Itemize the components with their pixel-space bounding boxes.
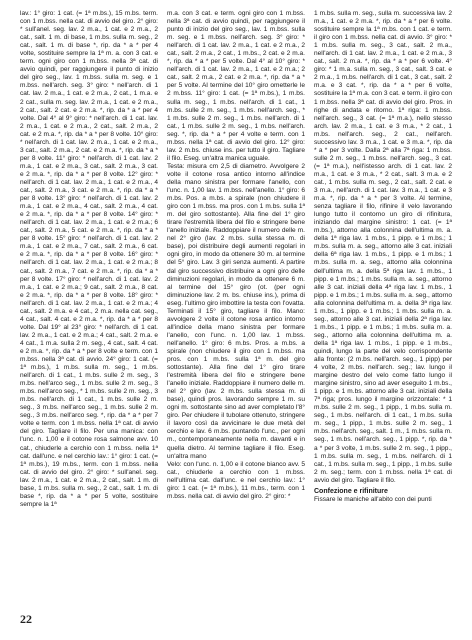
text-column-3 [314,10,452,600]
document-page [20,10,452,600]
column-2-paragraph-2: Testa: misura cm 2,5 di diametro. Avvolgere 2 volte il cotone rosa antico intorno all'indice della mano sinistra per formare l'anello, con l'unc. n. 1,00 lav. 1 m.bss. nell'anello. 1° giro: 6 m.bs. Pos. a m.bs. a spirale (non chiudere il giro con 1 m.bss. ma pros. con 1 m.bs. sulla 1ª m. del giro sottostante). Alla fine del 1° giro tirare l'estremità libera del filo e stringere bene l'anello iniziale. Raddoppiare il numero delle m. nel 2° giro (lav. 2 m.bs. sulla stessa m. di base), poi distribuire degli aumenti regolari in ogni giro, in modo da ottenere 30 m. al termine del 5° giro. Lav. 3 giri senza aumenti. A partire dal giro successivo distribuire a ogni giro delle diminuzioni regolari, in modo da ottenere 6 m. al termine del 15° giro (ot. (per ogni diminuzione lav. 2 m. bs. chiuse ins.), prima di eseg. l'ultimo giro imbottire la testa con l'ovatta. Terminati il 15° giro, tagliare il filo. Mano: avvolgere 2 volte il cotone rosa antico intorno all'indice della mano sinistra per formare l'anello, con l'unc. n. 1,00 lav. 1 m.bss. nell'anello. 1° giro: 6 m.bs. Pros. a m.bs. a spirale (non chiudere il giro con 1 m.bss. ma pros. con 1 m.bs. sulla 1ª m. del giro sottostante). Alla fine del 1° giro tirare l'estremità libera del filo e stringere bene l'anello iniziale. Raddoppiare il numero delle m. nel 2° giro (lav. 2 m.bs. sulla stessa m. di base), quindi pros. lavorando sempre 1 m. su ogni m. sottostante sino ad aver completato l'8° giro. Per chiudere il tubolare ottenuto, stringere il lavoro così da avvicinare le due metà del cerchio e lav. 6 m.bs. puntando l'unc., per ogni m., contemporaneamente nella m. davanti e in quella dietro. Al termine tagliare il filo. Eseg. un'altra mano [167,162,305,460]
column-1-paragraph-1: lav.: 1° giro: 1 cat. (= 1ª m.bs.), 15 m.bs. term. con 1 m.bss. nella cat. di avvio del giro. 2° giro: * sull'anel. seg. lav. 2 m.a., 1 cat. e 2 m.a., 2 cat., salt. 1 m. di base, 1 m.bs. sulla m. seg., 2 cat., salt. 1 m. di base *, rip. da * a * per 4 volte, sostituire sempre la 1ª m. a. con 3 cat. e term. ogni giro con 1 m.bss. nella 3ª cat. di avvio quindi, per raggiungere il punto di inizio del giro seg., lav. 1 m.bss. sulla m. seg. e 1 m.bss. nell'arch. seg. 3° giro: * nell'arch. di 1 cat. lav. 2 m.a., 1 cat. e 2 m.a., 2 cat., 1 m.a. e 2 cat., sulla m. seg. lav. 2 m.a., 1 cat. e 2 m.a., 2 cat., salt. 2 cat. e 2 m.a. *, rip. da * a * per 4 volte. Dal 4° al 9° giro: * nell'arch. di 1 cat. lav. 2 m.a., 1 cat. e 2 m.a., 2 cat., salt. 2 m.a., 2 cat. e 2 m.a. *, rip. da * a * per 8 volte. 10° giro: * nell'arch. di 1 cat. lav. 2 m.a., 1 cat. e 2 m.a., 3 cat., salt. 2 m.a., 2 cat. e 2 m.a. *, rip. da * a * per 8 volte. 11° giro: * nell'arch. di 1 cat. lav. 2 m.a., 1 cat. e 2 m.a., 3 cat., salt. 2 m.a., 3 cat. e 2 m.a. *, rip. da * a * per 8 volte. 12° giro: * nell'arch. di 1 cat. lav. 2 m.a., 1 cat. e 2 m.a., 4 cat., salt. 2 m.a., 3 cat. e 2 m.a. *, rip. da * a * per 8 volte. 13° giro: * nell'arch. di 1 cat. lav. 2 m.a., 1 cat. e 2 m.a., 4 cat., salt. 2 m.a., 4 cat. e 2 m.a. *, rip. da * a * per 8 volte. 14° giro: * nell'arch. di 1 cat. lav. 2 m.a., 1 cat. e 2 m.a.; 6 cat., salt. 2 m.a., 5 cat. e 2 m.a. *, rip. da * a * per 8 volte. 15° giro: * nell'arch. di 1 cat. lav. 2 m.a., 1 cat. e 2 m.a., 7 cat., salt. 2 m.a., 6 cat. e 2 m.a. *, rip. da * a * per 8 volte. 16° giro: * nell'arch. di 1 cat. lav. 2 m.a., 1 cat. e 2 m.a.; 8 cat., salt. 2 m.a., 7 cat. e 2 m.a. *, rip. da * a * per 8 volte. 17° giro: * nell'arch. di 1 cat. lav. 2 m.a., 1 cat. e 2 m.a.; 9 cat., salt. 2 m.a., 8 cat. e 2 m.a. *, rip. da * a * per 8 volte. 18° giro: * nell'arch. di 1 cat. lav. 2 m.a., 1 cat. e 2 m.a.; 4 cat., salt. 2 m.a. e 4 cat., 2 m.a. nella cat. seg., 4 cat., salt. 4 cat. e 2 m.a. *, rip. da * a * per 8 volte. Dal 19° al 23° giro: * nell'arch. di 1 cat. lav. 2 m.a., 1 cat. e 2 m.a.; 4 cat., salt. 2 m.a. e 4 cat., 1 m.a. sulla 2 m. seg., 4 cat., salt. 4 cat. e 2 m.a. *, rip. da * a * per 8 volte e term. con 1 m.bss. nella 3ª cat. di avvio. 24° giro: 1 cat. (= 1ª m.bs.), 1 m.bs. sulla m. seg., 1 m.bs. nell'arch. di 1 cat., 1 m.bs. sulle 2 m. seg., 3 m.bs. nell'arco seg., 1 m.bs. sulle 2 m. seg., 3 m.bs. nell'arco seg., * 1 m.bs. sulle 2 m. seg., 3 m.bs. nell'arch. di 1 cat., 1 m.bs. sulle 2 m. seg., 3 m.bs. nell'arco seg., 1 m.bs. sulle 2 m. seg., 3 m.bs. nell'arco seg. *, rip. da * a * per 7 volte e term. con 1 m.bss. nella 1ª cat. di avvio del giro. Tagliare il filo. Per una manica: con l'unc. n. 1,00 e il cotone rosa salmone avv. 10 cat., chiuderle a cerchio con 1 m.bss. nella 1ª cat. dall'unc. e nel cerchio lav.: 1° giro: 1 cat. (= 1ª m.bs.), 19 m.bs., term. con 1 m.bss. nella cat. di avvio del giro. 2° giro: * sull'anel. seg. lav. 2 m.a., 1 cat. e 2 m.a., 2 cat., salt. 1 m. di base, 1 m.bs. sulla m. seg., 2 cat., salt. 1 m. di base *, rip. da * a * per 5 volte, sostituire sempre la 1ª [20,10,158,508]
section-heading-confezione: Confezione e rifiniture [314,487,388,495]
text-column-1 [20,10,158,600]
column-2-paragraph-1: m.a. con 3 cat. e term. ogni giro con 1 m.bss. nella 3ª cat. di avvio quindi, per raggiungere il punto di inizio del giro seg., lav. 1 m.bss. sulla m. seg. e 1 m.bss. nell'arch. seg. 3° giro: * nell'arch. di 1 cat. lav. 2 m.a., 1 cat. e 2 m.a., 2 cat., salt. 2 m.a., 2 cat., 1 m.bs., 2 cat. e 2 m.a. *, rip. da * a * per 5 volte. Dal 4° al 10° giro: * nell'arch. di 1 cat. lav. 2 m.a., 1 cat. e 2 m.a.; 2 cat., salt. 2 m.a., 2 cat. e 2 m.a. *, rip. da * a * per 5 volte. Al termine del 10° giro ometterle le 2 m.bss. 11° giro: 1 cat. (= 1ª m.bs.), 1 m.bs. sulla m. seg., 1 m.bs. nell'arch. di 1 cat., 1 m.bs. sulle 2 m. seg., 1 m.bs. nell'arch. seg., * 1 m.bs. sulle 2 m. seg., 1 m.bs. nell'arch. di 1 cat., 1 m.bs. sulle 2 m. seg., 1 m.bs. nell'arch. seg. *, rip. da * a * per 4 volte e term. con 1 m.bss. nella 1ª cat. di avvio del giro. 12° giro: lav. 2 m.bs. chiuse ins. per tutto il giro. Tagliare il filo. Eseg. un'altra manica uguale. [167,10,305,162]
column-3-paragraph-3: Fissare le maniche all'abito con dei punti [314,495,432,503]
page-number: 22 [20,612,32,626]
column-3-paragraph-1: 1 m.bs. sulla m. seg., sulla m. successiva lav. 2 m.a., 1 cat. e 2 m.a. *, rip. da * a * per 6 volte. sostituire sempre la 1ª m.bs. con 1 cat. e term. il giro con 1 m.bss. nella cat. di avvio. 3° giro: * 1 m.bs. sulla m. seg., 3 cat., salt. 2 m.a., nell'arch. di 1 cat. lav. 2 m.a., 1 cat. e 2 m.a., 3 cat., salt. 2 m.a. *, rip. da * a * per 6 volte. 4° giro: * 1 m.a. sulla m. seg., 3 cat., salt. 3 cat. e 2 m.a., 1 m.bs. nell'arch. di 1 cat., 3 cat., salt. 2 m.a. e 3 cat. *, rip. da * a * per 6 volte, sostituire la 1ª m.a. con 3 cat. e term. il giro con 1 m.bss. nella 3ª cat. di avvio del giro. Pros. in righe di andata e ritorno. 1ª riga: 1 m.bss. nell'arch. seg., 3 cat. (= 1ª m.a.), nello stesso arch. lav. 2 m.a., 1 cat. e 3 m.a., * 2 cat., 1 m.bs. nell'arch. seg., 2 cat., nell'arch. successivo lav. 3 m.a., 1 cat. e 3 m.a. *, rip. da * a * per 3 volte. Dalla 2ª alla 7ª riga: 1 m.bss. sulle 2 m. seg., 1 m.bss. nell'arch. seg., 3 cat. (= 1ª m.a.), nell'istesso arch. di 1 cat. lav. 2 m.a., 1 cat. e 3 m.a., * 2 cat., salt. 3 m.a. e 2 cat., 1 m.bs. sulla m. seg., 2 cat., salt. 2 cat. e 3 m.a., nell'arch. di 1 cat. lav. 3 m.a., 1 cat. e 3 m.a. *, rip. da * a * per 3 volte. Al termine, senza tagliare il filo, rifinire il velo lavorando lungo tutto il contorno un giro di rifinitura, iniziando dal margine sinistro: 1 cat. (= 1ª m.bs.), attorno alla colonnina dell'ultima m. a. della 1ª riga lav. 1 m.bs., 1 pipp. e 1 m.bs.; 1 m.bs. sulla m. a. seg., attorno alle 3 cat. iniziali della 6ª riga lav. 1 m.bs., 1 pipp. e 1 m.bs.; 1 m.bs. sulla m. a. seg., attorno alla colonnina dell'ultima m. a. della 5ª riga lav. 1 m.bs., 1 pipp. e 1 m.bs.; 1 m.bs. sulla m. a. seg., attorno alle 3 cat. iniziali della 4ª riga lav. 1 m.bs., 1 pipp. e 1 m.bs.; 1 m.bs. sulla m. a. seg., attorno alla colonnina dell'ultima m. a. della 3ª riga lav. 1 m.bs., 1 pipp. e 1 m.bs.; 1 m.bs. sulla m. a. seg., attorno alle 3 cat. iniziali della 2ª riga lav. 1 m.bs., 1 pipp. e 1 m.bs.; 1 m.bs. sulla m. a. seg., attorno alla colonnina dell'ultima m. a. della 1ª riga lav. 1 m.bs., 1 pipp. e 1 m.bs., quindi, lungo la parte del velo corrispondente alla fronte: (2 m.bs. nell'arch. seg., 1 pipp) per 4 volte, 2 m.bs. nell'arch. seg.; lav. lungo il margine destro del velo come fatto lungo il margine sinistro, sino ad aver eseguito 1 m.bs., 1 pipp. e 1 m.bs. attorno alle 3 cat. iniziali della 7ª riga; pros. lungo il margine orizzontale: * 1 m.bs. sulle 2 m. seg., 1 pipp., 1 m.bs. sulla m. seg., 1 m.bs. nell'arch. di 1 cat., 1 m.bs. sulla m. seg., 1 pipp., 1 m.bs. sulle 2 m. seg., 1 m.bs. nell'arch. seg., salt. 1 m., 1 m.bs. sulla m. seg., 1 m.bs. nell'arch. seg., 1 pipp. *, rip. da * a * per 3 volte, 1 m.bs. sulle 2 m. seg., 1 pipp., 1 m.bs. sulla m. seg., 1 m.bs. nell'arch. di 1 cat., 1 m.bs. sulla m. seg., 1 pipp., 1 m.bs. sulle 2 m. seg.; term. con 1 m.bss. nella 1ª cat. di avvio del giro. Tagliare il filo. [314,10,452,484]
text-column-2 [167,10,305,600]
column-2-paragraph-3: Velo: con l'unc. n. 1,00 e il cotone bianco avv. 5 cat., chiuderle a cerchio con 1 m.bss. nell'ultima cat. dall'unc. e nel cerchio lav.: 1° giro: 1 cat. (= 1ª m.bs.), 11 m.bs., term. con 1 m.bss. nella cat. di avvio del giro. 2° giro: * [167,460,305,500]
